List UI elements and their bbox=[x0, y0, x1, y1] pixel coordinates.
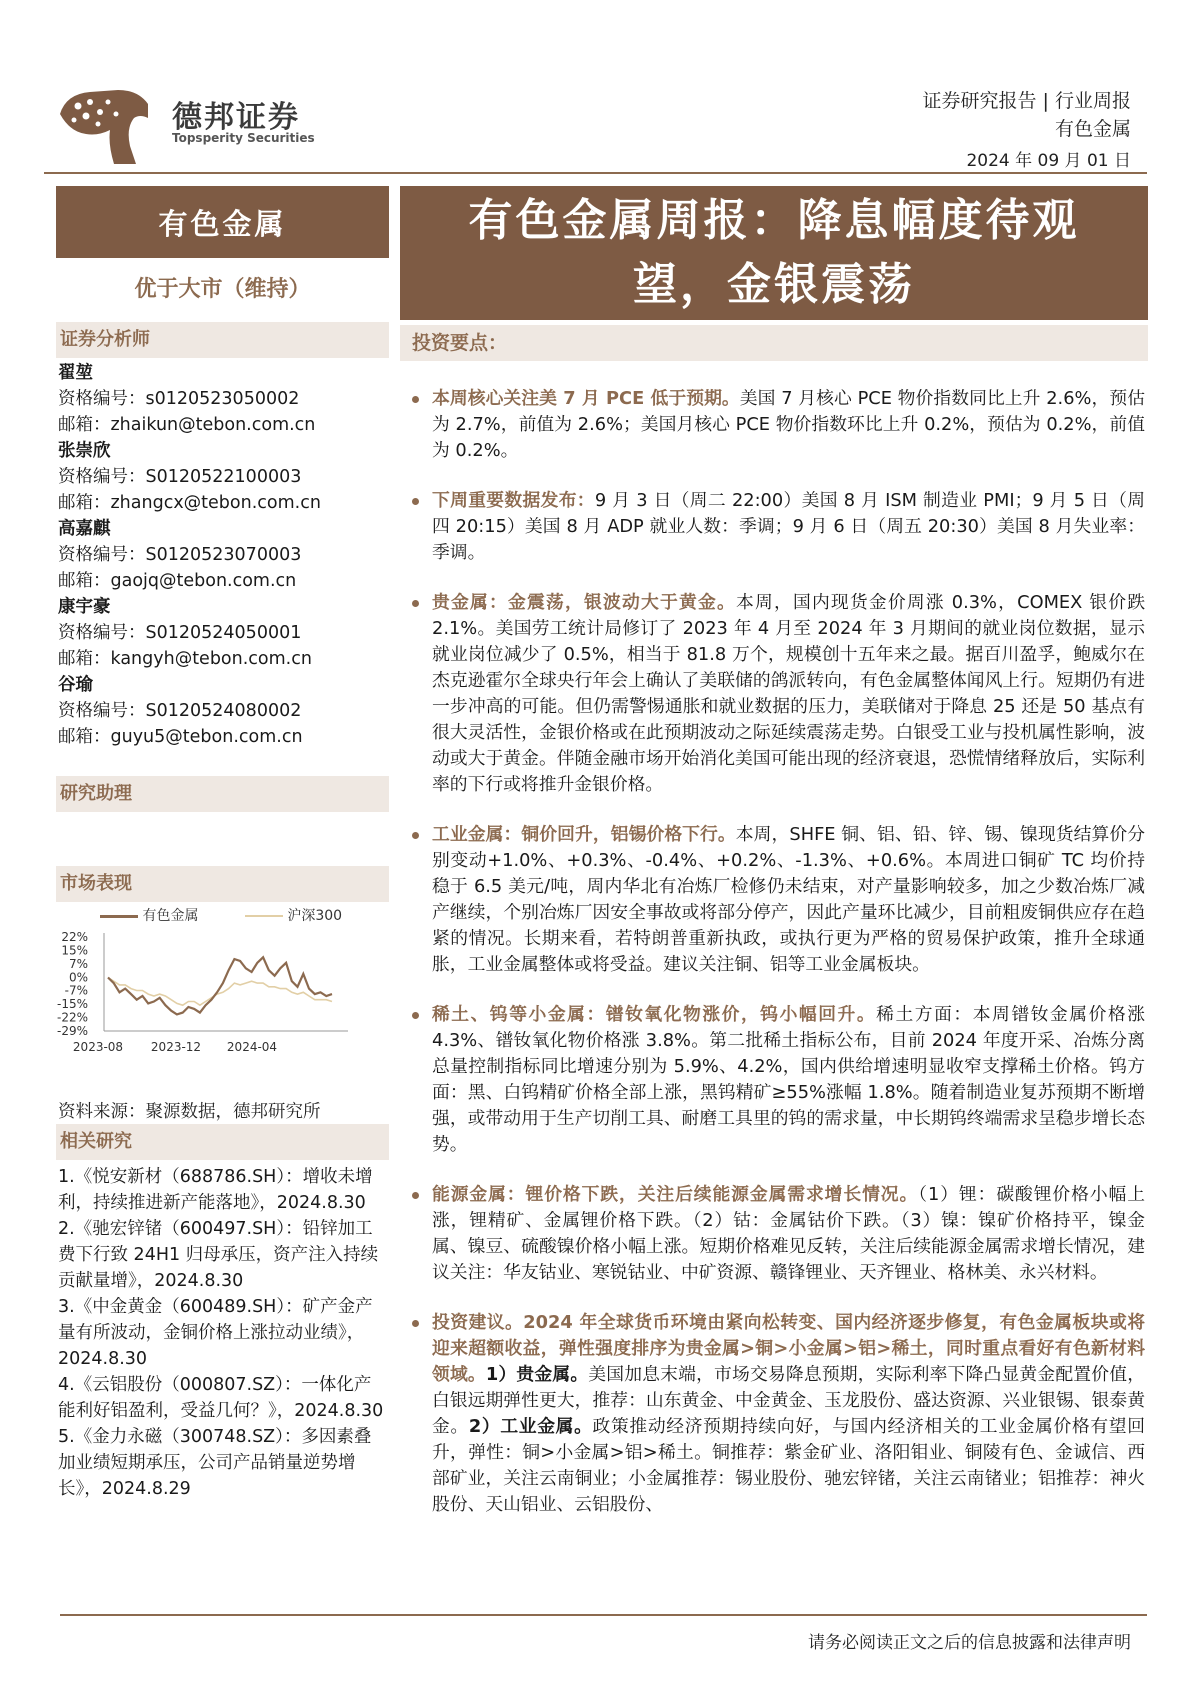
point-body: （1）锂：碳酸锂价格小幅上涨，锂精矿、金属锂价格下跌。（2）钴：金属钴价下跌。（3）镍：镍矿价格持平，镍金属、镍豆、硫酸镍价格小幅上涨。短期价格难见反转，关注后续能源金属需求增长情况，建议关注：华友钴业、寒锐钴业、中矿资源、赣锋锂业、天齐锂业、格林美、永兴材料。 bbox=[432, 1184, 1145, 1283]
x-tick-label: 2023-08 bbox=[72, 1040, 124, 1054]
y-tick-label: -7% bbox=[64, 983, 88, 998]
market-performance-chart bbox=[56, 925, 356, 1060]
key-points-list bbox=[410, 386, 1145, 1542]
key-points-heading: 投资要点： bbox=[400, 325, 1148, 361]
analyst-entry bbox=[58, 438, 388, 516]
key-point bbox=[410, 822, 1145, 978]
bullet-icon bbox=[412, 600, 419, 607]
x-tick-label: 2023-12 bbox=[150, 1040, 202, 1054]
series-line bbox=[108, 957, 332, 1014]
point-lead: 贵金属：金震荡，银波动大于黄金。 bbox=[432, 592, 736, 613]
point-body: 本周，国内现货金价周涨 0.3%，COMEX 银价跌 2.1%。美国劳工统计局修订了 2023 年 4 月至 2024 年 3 月期间的就业岗位数据，显示就业岗位减少了 0.5%，相当于 81.8 万个，规模创十五年来之最。据百川盈孚，鲍威尔在杰克逊霍尔全球央行年会上确认了美联储的鸽派转向，有色金属整体闻风上行。短期仍有进一步冲高的可能。但仍需警惕通胀和就业数据的压力，美联储对于降息 25 还是 50 基点有很大灵活性，金银价格或在此预期波动之际延续震荡走势。白银受工业与投机属性影响，波动或大于黄金。伴随金融市场开始消化美国可能出现的经济衰退，恐慌情绪释放后，实际利率的下行或将推升金银价格。 bbox=[432, 592, 1145, 795]
key-point bbox=[410, 488, 1145, 566]
point-body: 美国加息末端，市场交易降息预期，实际利率下降凸显黄金配置价值，白银远期弹性更大，推荐：山东黄金、中金黄金、玉龙股份、盛达资源、兴业银锡、银泰黄金。 bbox=[432, 1364, 1145, 1437]
point-sub-heading: 2）工业金属。 bbox=[468, 1416, 593, 1437]
key-point bbox=[410, 1310, 1145, 1518]
related-item[interactable]: 5.《金力永磁（300748.SZ）：多因素叠加业绩短期承压，公司产品销量逆势增长》，2024.8.29 bbox=[58, 1427, 372, 1499]
bullet-icon bbox=[412, 396, 419, 403]
analyst-list bbox=[58, 360, 388, 750]
footer-divider bbox=[60, 1614, 1147, 1616]
analyst-entry bbox=[58, 594, 388, 672]
analyst-email[interactable]: 邮箱：zhaikun@tebon.com.cn bbox=[58, 415, 316, 435]
bullet-icon bbox=[412, 1192, 419, 1199]
report-date: 2024 年 09 月 01 日 bbox=[966, 151, 1131, 171]
key-point bbox=[410, 1002, 1145, 1158]
legend-label-index: 沪深300 bbox=[287, 908, 343, 924]
key-point bbox=[410, 590, 1145, 798]
report-type: 证券研究报告 | 行业周报 bbox=[922, 90, 1131, 112]
point-body: 9 月 3 日（周二 22:00）美国 8 月 ISM 制造业 PMI；9 月 5 日（周四 20:15）美国 8 月 ADP 就业人数：季调；9 月 6 日（周五 20:30）美国 8 月失业率：季调。 bbox=[432, 490, 1145, 563]
analyst-name: 张崇欣 bbox=[58, 441, 111, 461]
analyst-name: 翟堃 bbox=[58, 363, 93, 383]
analyst-email[interactable]: 邮箱：kangyh@tebon.com.cn bbox=[58, 649, 312, 669]
analyst-email[interactable]: 邮箱：zhangcx@tebon.com.cn bbox=[58, 493, 321, 513]
point-lead: 稀土、钨等小金属：镨钕氧化物涨价，钨小幅回升。 bbox=[432, 1004, 877, 1025]
bullet-icon bbox=[412, 498, 419, 505]
analyst-entry bbox=[58, 516, 388, 594]
related-item[interactable]: 2.《驰宏锌锗（600497.SH）：铅锌加工费下行致 24H1 归母承压，资产注入持续贡献量增》，2024.8.30 bbox=[58, 1219, 379, 1291]
point-body: 本周，SHFE 铜、铝、铅、锌、锡、镍现货结算价分别变动+1.0%、+0.3%、-0.4%、+0.2%、-1.3%、+0.6%。本周进口铜矿 TC 均价持稳于 6.5 美元/吨，周内华北有冶炼厂检修仍未结束，对产量影响较多，加之少数冶炼厂减产继续，个别冶炼厂因安全事故或将部分停产，因此产量环比减少，目前粗废铜供应存在趋紧的情况。长期来看，若特朗普重新执政，或执行更为严格的贸易保护政策，推升全球通胀，工业金属整体或将受益。建议关注铜、铝等工业金属板块。 bbox=[432, 824, 1145, 975]
series-line bbox=[108, 978, 332, 1006]
rating-label: 优于大市（维持） bbox=[134, 277, 311, 302]
analyst-cert: 资格编号：S0120522100003 bbox=[58, 467, 302, 487]
analyst-cert: 资格编号：S0120523070003 bbox=[58, 545, 302, 565]
legend-swatch-sector bbox=[100, 915, 138, 918]
assistant-heading: 研究助理 bbox=[56, 776, 389, 812]
point-lead: 能源金属：锂价格下跌，关注后续能源金属需求增长情况。 bbox=[432, 1184, 919, 1205]
chart-legend bbox=[100, 905, 400, 925]
report-sector: 有色金属 bbox=[1054, 118, 1131, 140]
related-heading: 相关研究 bbox=[56, 1124, 389, 1160]
analyst-name: 谷瑜 bbox=[58, 675, 93, 695]
analyst-cert: 资格编号：s0120523050002 bbox=[58, 389, 300, 409]
analysts-heading: 证券分析师 bbox=[56, 322, 389, 358]
legend-label-sector: 有色金属 bbox=[142, 908, 199, 924]
analyst-email[interactable]: 邮箱：guyu5@tebon.com.cn bbox=[58, 727, 303, 747]
point-lead: 投资建议。2024 年全球货币环境由紧向松转变、国内经济逐步修复，有色金属板块或将迎来超额收益，弹性强度排序为贵金属>铜>小金属>铝>稀土，同时重点看好有色新材料领域。 bbox=[432, 1312, 1145, 1385]
analyst-email[interactable]: 邮箱：gaojq@tebon.com.cn bbox=[58, 571, 297, 591]
point-sub-heading: 1）贵金属。 bbox=[485, 1364, 589, 1385]
y-tick-label: 15% bbox=[61, 943, 88, 958]
bullet-icon bbox=[412, 1012, 419, 1019]
chart-source-note: 资料来源：聚源数据，德邦研究所 bbox=[58, 1102, 321, 1122]
bullet-icon bbox=[412, 832, 419, 839]
key-point bbox=[410, 1182, 1145, 1286]
point-lead: 本周核心关注美 7 月 PCE 低于预期。 bbox=[432, 388, 740, 409]
leopard-logo-icon bbox=[56, 84, 152, 166]
header-divider bbox=[44, 172, 1147, 174]
footer-disclaimer: 请务必阅读正文之后的信息披露和法律声明 bbox=[808, 1633, 1131, 1653]
analyst-entry bbox=[58, 360, 388, 438]
x-tick-label: 2024-04 bbox=[226, 1040, 278, 1054]
related-item[interactable]: 4.《云铝股份（000807.SZ）：一体化产能利好铝盈利，受益几何？》，2024.8.30 bbox=[58, 1375, 384, 1421]
brand-name-en: Topsperity Securities bbox=[172, 131, 315, 145]
related-item[interactable]: 1.《悦安新材（688786.SH）：增收未增利，持续推进新产能落地》，2024.8.30 bbox=[58, 1167, 373, 1213]
brand-name-cn: 德邦证券 bbox=[172, 100, 300, 135]
point-body: 政策推动经济预期持续向好，与国内经济相关的工业金属价格有望回升，弹性：铜>小金属>铝>稀土。铜推荐：紫金矿业、洛阳钼业、铜陵有色、金诚信、西部矿业，关注云南铜业；小金属推荐：锡业股份、驰宏锌锗，关注云南锗业；铝推荐：神火股份、天山铝业、云铝股份、 bbox=[432, 1416, 1145, 1515]
y-tick-label: -29% bbox=[56, 1024, 88, 1038]
title-line-1: 有色金属周报：降息幅度待观 bbox=[468, 195, 1080, 246]
market-heading: 市场表现 bbox=[56, 866, 389, 902]
analyst-name: 高嘉麒 bbox=[58, 519, 111, 539]
related-research-list bbox=[58, 1164, 384, 1502]
analyst-cert: 资格编号：S0120524080002 bbox=[58, 701, 302, 721]
related-item[interactable]: 3.《中金黄金（600489.SH）：矿产金产量有所波动，金铜价格上涨拉动业绩》，2024.8.30 bbox=[58, 1297, 373, 1369]
analyst-cert: 资格编号：S0120524050001 bbox=[58, 623, 302, 643]
y-tick-label: 7% bbox=[68, 956, 88, 971]
point-body: 稀土方面：本周镨钕金属价格涨 4.3%、镨钕氧化物价格涨 3.8%。第二批稀土指标公布，目前 2024 年度开采、冶炼分离总量控制指标同比增速分别为 5.9%、4.2%，国内供给增速明显收窄支撑稀土价格。钨方面：黑、白钨精矿价格全部上涨，黑钨精矿≥55%涨幅 1.8%。随着制造业复苏预期不断增强，或带动用于生产切削工具、耐磨工具里的钨的需求量，中长期钨终端需求呈稳步增长态势。 bbox=[432, 1004, 1145, 1155]
title-line-2: 望，金银震荡 bbox=[633, 259, 915, 310]
y-tick-label: 0% bbox=[68, 970, 88, 985]
point-lead: 下周重要数据发布： bbox=[432, 490, 595, 511]
report-title bbox=[400, 186, 1148, 320]
y-tick-label: -22% bbox=[56, 1010, 88, 1025]
sector-banner: 有色金属 bbox=[56, 186, 389, 258]
analyst-entry bbox=[58, 672, 388, 750]
key-point bbox=[410, 386, 1145, 464]
point-lead: 工业金属：铜价回升，铝锡价格下行。 bbox=[432, 824, 736, 845]
bullet-icon bbox=[412, 1320, 419, 1327]
point-body: 美国 7 月核心 PCE 物价指数同比上升 2.6%，预估为 2.7%，前值为 2.6%；美国月核心 PCE 物价指数环比上升 0.2%，预估为 0.2%，前值为 0.2%。 bbox=[432, 388, 1145, 461]
y-tick-label: 22% bbox=[61, 930, 88, 944]
analyst-name: 康宇豪 bbox=[58, 597, 111, 617]
legend-swatch-index bbox=[245, 915, 283, 917]
y-tick-label: -15% bbox=[56, 997, 88, 1012]
